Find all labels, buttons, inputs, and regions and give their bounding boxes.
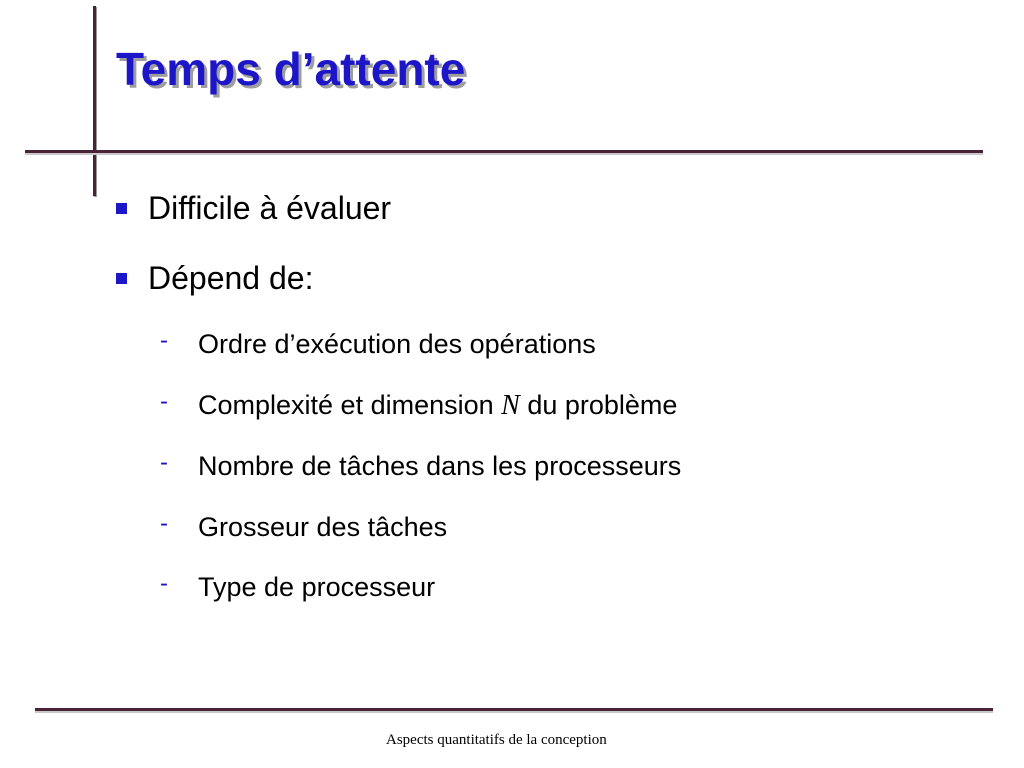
bullet-text: Difficile à évaluer xyxy=(148,190,392,226)
sub-bullet-text-after: du problème xyxy=(519,390,678,420)
slide-footer: Aspects quantitatifs de la conception xyxy=(386,732,607,748)
sub-bullet-text xyxy=(198,388,677,423)
square-bullet-icon xyxy=(116,203,127,214)
vertical-rule xyxy=(93,6,96,196)
sub-bullet-text: Type de processeur xyxy=(198,572,436,602)
footer-rule xyxy=(35,708,993,711)
bullet-text: Dépend de: xyxy=(148,260,314,296)
sub-bullet-text: Ordre d’exécution des opérations xyxy=(198,329,596,359)
variable-n: N xyxy=(501,390,520,421)
slide-title: Temps d’attente xyxy=(116,43,466,95)
dash-bullet-icon: - xyxy=(160,510,168,537)
dash-bullet-icon: - xyxy=(160,449,168,476)
dash-bullet-icon: - xyxy=(160,388,168,415)
dash-bullet-icon: - xyxy=(160,570,168,597)
square-bullet-icon xyxy=(116,273,127,284)
sub-bullet-text: Grosseur des tâches xyxy=(198,512,448,542)
sub-bullet-text-before: Complexité et dimension xyxy=(198,390,502,420)
sub-bullet-text: Nombre de tâches dans les processeurs xyxy=(198,451,682,481)
title-underline-rule xyxy=(25,150,983,153)
dash-bullet-icon: - xyxy=(160,327,168,354)
